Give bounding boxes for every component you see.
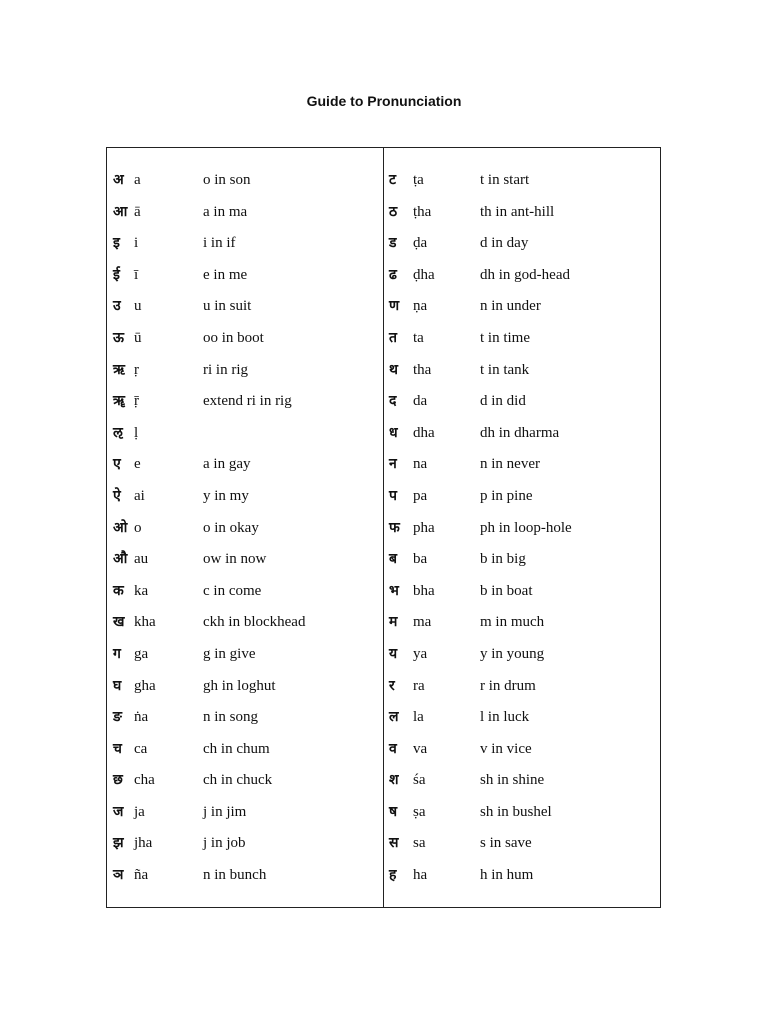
pronunciation-example: a in gay — [203, 456, 251, 473]
devanagari-letter: ज — [113, 803, 124, 820]
devanagari-letter: ष — [389, 803, 398, 820]
devanagari-letter: ट — [389, 172, 397, 188]
transliteration: au — [134, 551, 149, 568]
devanagari-letter: औ — [113, 551, 128, 568]
table-row — [389, 607, 659, 639]
pronunciation-example: d in did — [480, 393, 526, 410]
devanagari-letter: ऌ — [113, 424, 123, 441]
devanagari-letter: ए — [113, 456, 121, 473]
devanagari-letter: झ — [113, 835, 124, 852]
transliteration: bha — [413, 582, 435, 599]
table-row — [389, 260, 659, 292]
table-row — [389, 197, 659, 229]
table-row — [113, 449, 383, 481]
devanagari-letter: ॠ — [113, 393, 125, 410]
table-row — [389, 671, 659, 703]
devanagari-letter: ऐ — [113, 487, 121, 504]
transliteration: o — [134, 519, 142, 536]
pronunciation-example: t in start — [480, 172, 530, 188]
devanagari-letter: ई — [113, 266, 120, 283]
table-row — [389, 797, 659, 829]
devanagari-letter: छ — [113, 772, 123, 789]
devanagari-letter: ग — [113, 645, 121, 662]
devanagari-letter: थ — [389, 361, 398, 378]
table-row — [113, 355, 383, 387]
devanagari-letter: ङ — [113, 709, 122, 726]
table-row — [389, 165, 659, 197]
devanagari-letter: ल — [389, 709, 399, 726]
devanagari-letter: आ — [113, 203, 128, 220]
table-row — [113, 607, 383, 639]
transliteration: cha — [134, 772, 155, 789]
table-row — [113, 828, 383, 860]
pronunciation-example: m in much — [480, 614, 545, 631]
transliteration: gha — [134, 677, 156, 694]
pronunciation-example: h in hum — [480, 867, 534, 884]
table-row — [389, 828, 659, 860]
pronunciation-example: v in vice — [480, 740, 532, 757]
pronunciation-example: b in boat — [480, 582, 533, 599]
devanagari-letter: ठ — [389, 203, 398, 220]
devanagari-letter: ण — [389, 298, 400, 315]
devanagari-letter: क — [113, 582, 124, 599]
devanagari-letter: ध — [389, 424, 398, 441]
transliteration: sa — [413, 835, 426, 852]
transliteration: ā — [134, 203, 141, 220]
transliteration: ṭa — [413, 172, 424, 188]
transliteration: ga — [134, 645, 149, 662]
table-row — [389, 481, 659, 513]
pronunciation-example: n in never — [480, 456, 540, 473]
pronunciation-example: ri in rig — [203, 361, 248, 378]
devanagari-letter: व — [389, 740, 397, 757]
table-row — [113, 797, 383, 829]
devanagari-letter: श — [389, 772, 399, 789]
transliteration: ṇa — [413, 298, 428, 315]
devanagari-letter: ख — [113, 614, 125, 631]
devanagari-letter: ओ — [113, 519, 128, 536]
devanagari-letter: प — [389, 487, 397, 504]
devanagari-letter: त — [389, 329, 397, 346]
table-row — [113, 734, 383, 766]
table-row — [389, 639, 659, 671]
pronunciation-example: n in bunch — [203, 867, 267, 884]
devanagari-letter: ढ — [389, 266, 397, 283]
transliteration: ra — [413, 677, 425, 694]
devanagari-letter: म — [389, 614, 398, 631]
table-row — [389, 449, 659, 481]
pronunciation-example: t in time — [480, 329, 530, 346]
pronunciation-example: i in if — [203, 235, 236, 252]
devanagari-letter: फ — [389, 519, 400, 536]
pronunciation-example: d in day — [480, 235, 529, 252]
devanagari-letter: ञ — [113, 867, 124, 884]
table-row — [113, 702, 383, 734]
pronunciation-example: ckh in blockhead — [203, 614, 306, 631]
table-row — [389, 355, 659, 387]
pronunciation-example: dh in dharma — [480, 424, 560, 441]
pronunciation-example: t in tank — [480, 361, 530, 378]
table-row — [389, 734, 659, 766]
devanagari-letter: ब — [389, 551, 397, 568]
pronunciation-example: ch in chum — [203, 740, 270, 757]
devanagari-letter: ह — [389, 867, 397, 884]
devanagari-letter: उ — [113, 298, 121, 315]
transliteration: ṭha — [413, 203, 432, 220]
transliteration: ka — [134, 582, 149, 599]
devanagari-letter: घ — [113, 677, 122, 694]
devanagari-letter: ऋ — [113, 361, 125, 378]
transliteration: da — [413, 393, 428, 410]
transliteration: jha — [134, 835, 153, 852]
transliteration: pha — [413, 519, 435, 536]
pronunciation-example: s in save — [480, 835, 532, 852]
transliteration: i — [134, 235, 139, 252]
table-row — [113, 291, 383, 323]
pronunciation-example: oo in boot — [203, 329, 264, 346]
table-row — [113, 418, 383, 450]
devanagari-letter: द — [389, 393, 397, 410]
pronunciation-example: c in come — [203, 582, 262, 599]
devanagari-letter: न — [389, 456, 397, 473]
devanagari-letter: अ — [113, 172, 124, 188]
transliteration: ḷ — [134, 424, 139, 441]
transliteration: ha — [413, 867, 428, 884]
pronunciation-example: o in okay — [203, 519, 259, 536]
table-row — [389, 576, 659, 608]
transliteration: ṛ — [134, 361, 139, 378]
transliteration: na — [413, 456, 428, 473]
devanagari-letter: भ — [389, 582, 399, 599]
transliteration: la — [413, 709, 424, 726]
transliteration: ṣa — [413, 803, 426, 820]
pronunciation-example: a in ma — [203, 203, 248, 220]
table-row — [113, 671, 383, 703]
page-title: Guide to Pronunciation — [306, 93, 462, 109]
table-row — [389, 386, 659, 418]
transliteration: ca — [134, 740, 148, 757]
transliteration: ña — [134, 867, 149, 884]
pronunciation-example: e in me — [203, 266, 248, 283]
pronunciation-example: th in ant-hill — [480, 203, 555, 220]
pronunciation-example: extend ri in rig — [203, 393, 292, 410]
table-row — [389, 291, 659, 323]
pronunciation-example: r in drum — [480, 677, 536, 694]
pronunciation-example: ch in chuck — [203, 772, 273, 789]
pronunciation-example: gh in loghut — [203, 677, 276, 694]
table-row — [389, 323, 659, 355]
pronunciation-example: y in my — [203, 487, 249, 504]
table-row — [113, 165, 383, 197]
devanagari-letter: च — [113, 740, 122, 757]
transliteration: śa — [413, 772, 426, 789]
transliteration: ī — [134, 266, 139, 283]
pronunciation-example: u in suit — [203, 298, 252, 315]
transliteration: ja — [134, 803, 145, 820]
table-row — [389, 513, 659, 545]
pronunciation-example: y in young — [480, 645, 545, 662]
left-column — [113, 165, 383, 892]
transliteration: dha — [413, 424, 435, 441]
transliteration: ya — [413, 645, 428, 662]
pronunciation-example: g in give — [203, 645, 256, 662]
pronunciation-example: l in luck — [480, 709, 530, 726]
transliteration: ṝ — [134, 393, 139, 410]
devanagari-letter: र — [389, 677, 395, 694]
devanagari-letter: ऊ — [113, 329, 124, 346]
pronunciation-example: o in son — [203, 172, 251, 188]
transliteration: e — [134, 456, 141, 473]
column-divider — [383, 147, 384, 908]
devanagari-letter: इ — [113, 235, 120, 252]
transliteration: ta — [413, 329, 424, 346]
pronunciation-example: j in jim — [203, 803, 247, 820]
table-row — [113, 544, 383, 576]
pronunciation-example: p in pine — [480, 487, 533, 504]
devanagari-letter: य — [389, 645, 398, 662]
table-row — [389, 544, 659, 576]
pronunciation-example: ph in loop-hole — [480, 519, 572, 536]
transliteration: ḍa — [413, 235, 428, 252]
table-row — [389, 765, 659, 797]
pronunciation-example: ow in now — [203, 551, 267, 568]
table-row — [113, 576, 383, 608]
table-row — [113, 228, 383, 260]
table-row — [389, 418, 659, 450]
right-column — [389, 165, 659, 892]
table-row — [113, 260, 383, 292]
transliteration: u — [134, 298, 142, 315]
transliteration: ḍha — [413, 266, 435, 283]
table-row — [113, 323, 383, 355]
transliteration: ṅa — [134, 709, 149, 726]
table-row — [113, 513, 383, 545]
table-row — [113, 481, 383, 513]
table-row — [113, 386, 383, 418]
transliteration: va — [413, 740, 428, 757]
table-row — [113, 860, 383, 892]
devanagari-letter: ड — [389, 235, 397, 252]
pronunciation-example: b in big — [480, 551, 526, 568]
pronunciation-example: n in song — [203, 709, 259, 726]
transliteration: pa — [413, 487, 428, 504]
table-row — [113, 765, 383, 797]
devanagari-letter: स — [389, 835, 399, 852]
pronunciation-example: sh in shine — [480, 772, 545, 789]
table-row — [113, 197, 383, 229]
transliteration: kha — [134, 614, 156, 631]
pronunciation-example: sh in bushel — [480, 803, 552, 820]
table-row — [113, 639, 383, 671]
table-row — [389, 228, 659, 260]
pronunciation-example: j in job — [203, 835, 246, 852]
table-row — [389, 860, 659, 892]
transliteration: a — [134, 172, 141, 188]
pronunciation-example: n in under — [480, 298, 541, 315]
transliteration: ai — [134, 487, 145, 504]
pronunciation-example: dh in god-head — [480, 266, 570, 283]
transliteration: ma — [413, 614, 432, 631]
transliteration: ba — [413, 551, 428, 568]
transliteration: tha — [413, 361, 432, 378]
table-row — [389, 702, 659, 734]
transliteration: ū — [134, 329, 142, 346]
